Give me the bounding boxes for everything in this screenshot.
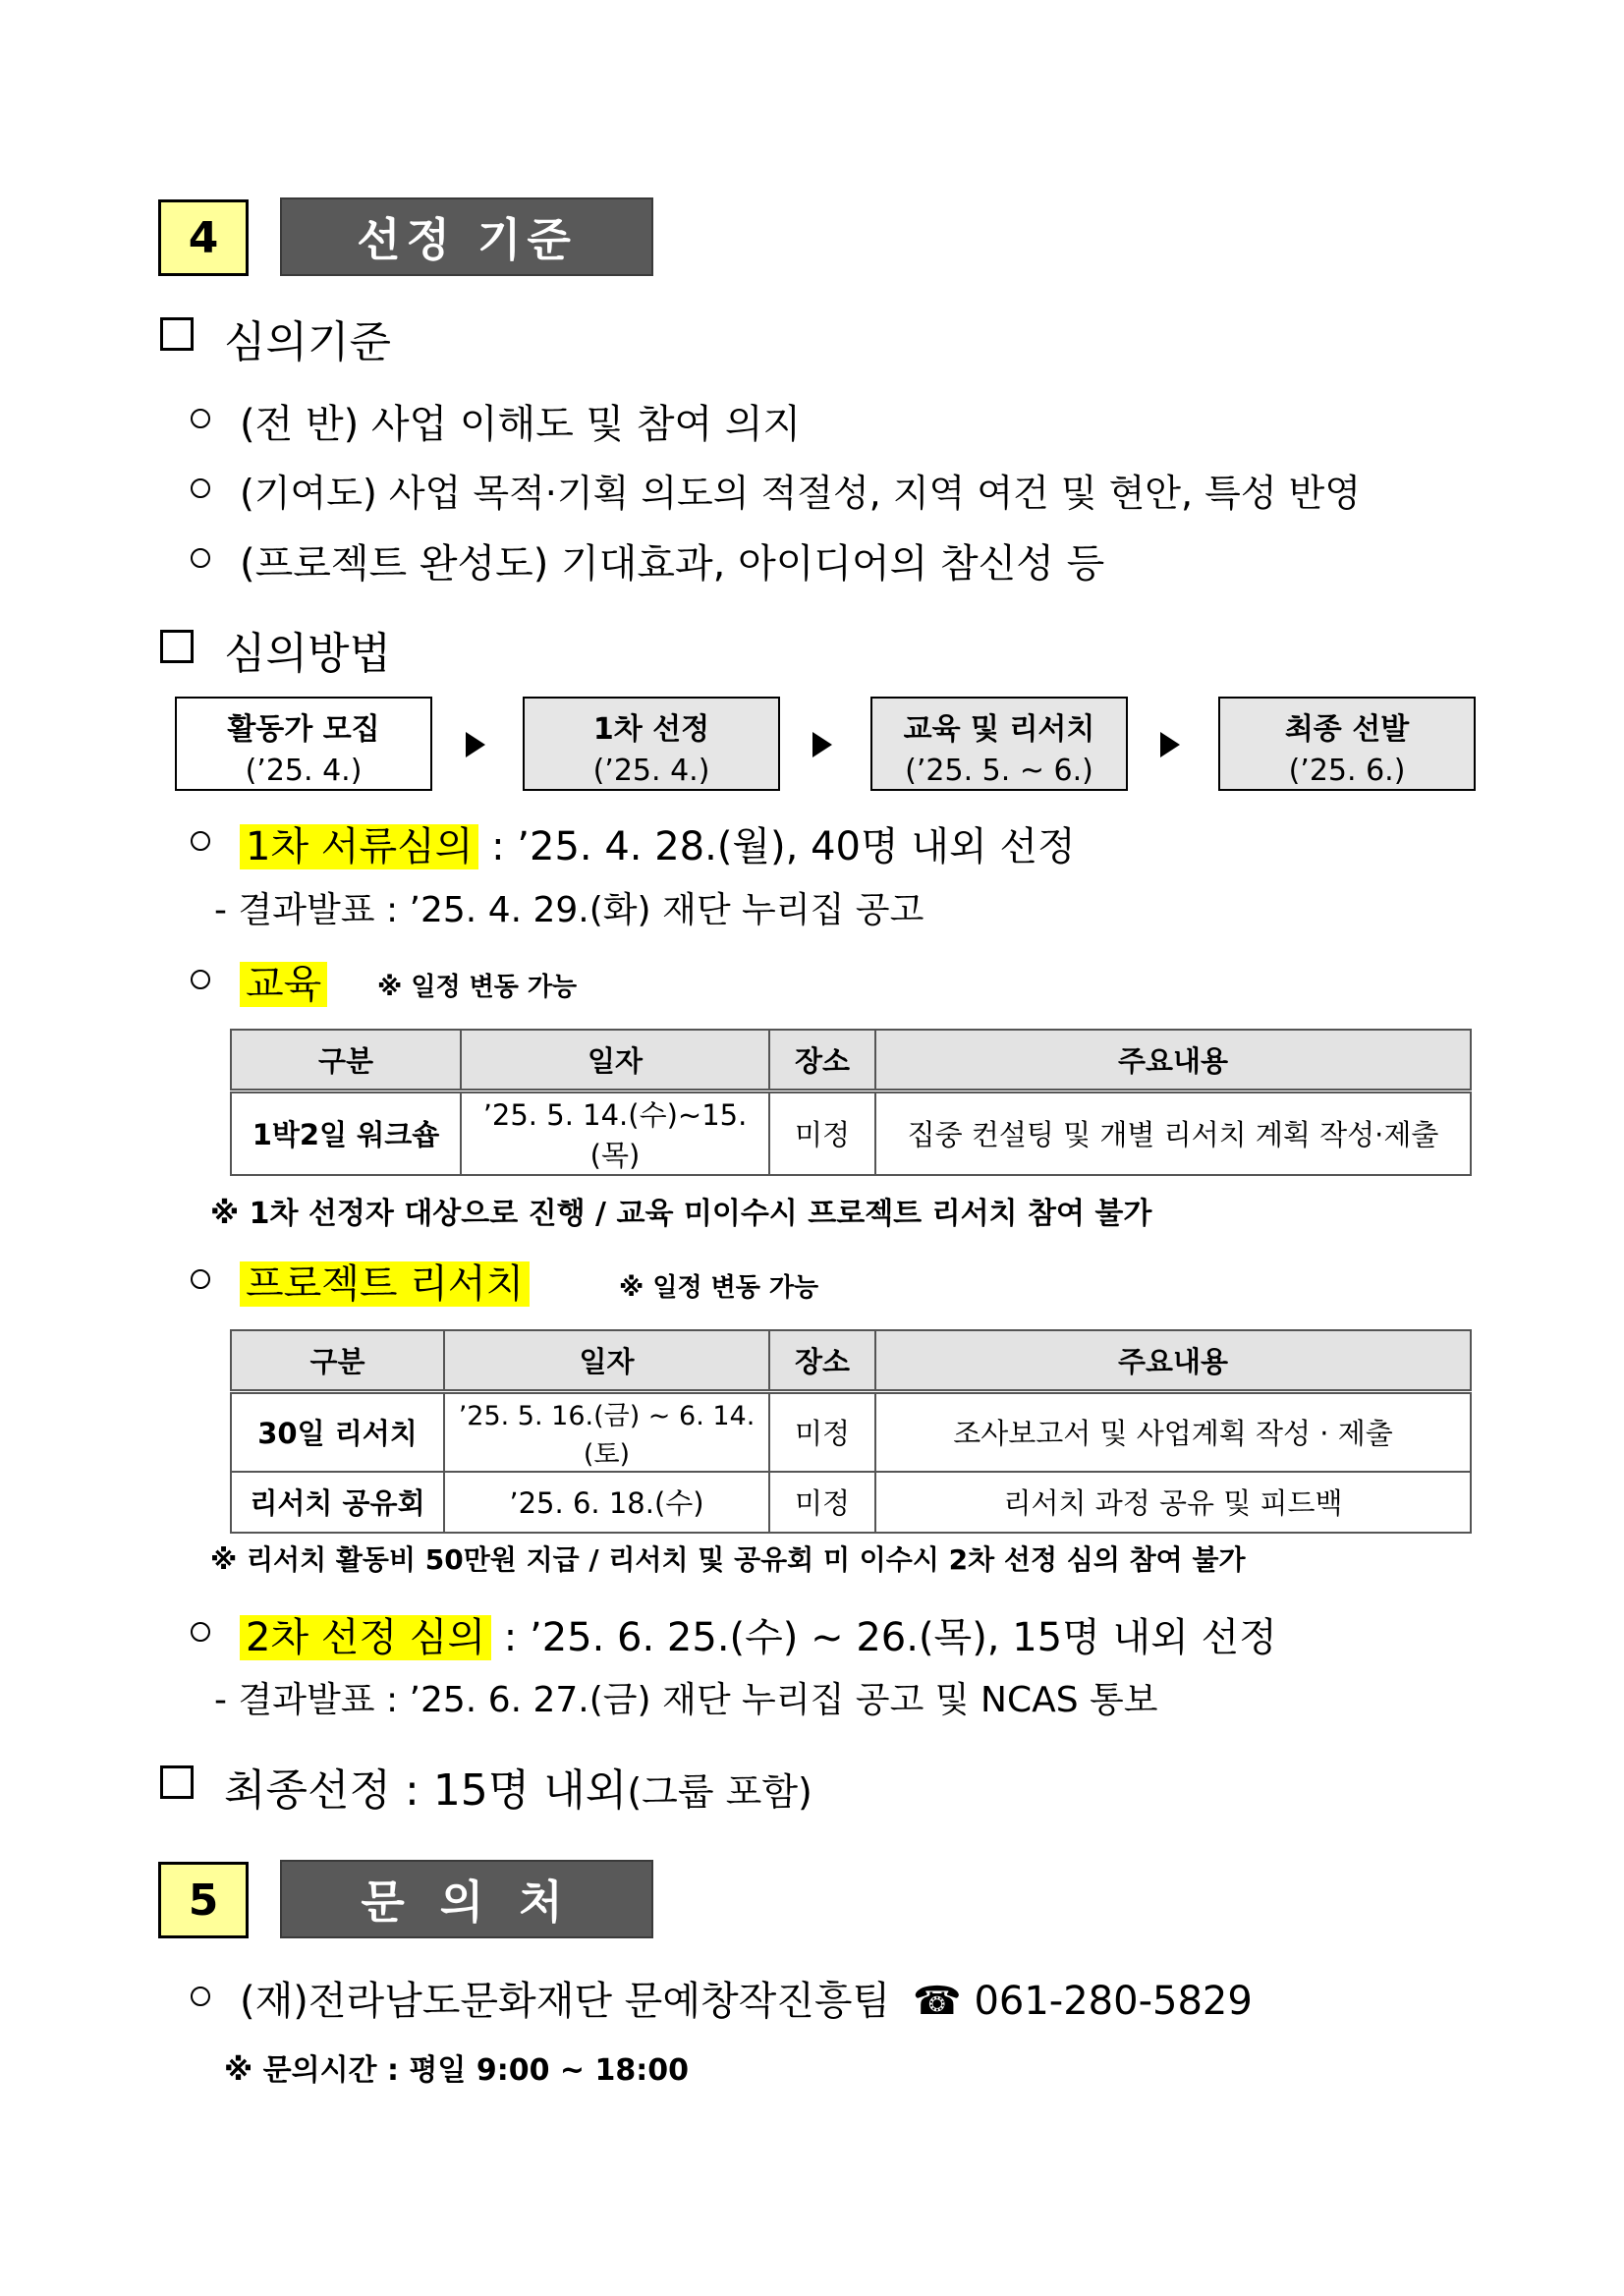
flow-step-title: 활동가 모집: [227, 712, 380, 747]
education-item: [240, 953, 327, 1009]
flow-step-title: 1차 선정: [592, 712, 710, 747]
table-header: 구분: [231, 1030, 461, 1091]
education-footnote: ※ 1차 선정자 대상으로 진행 / 교육 미이수시 프로젝트 리서치 참여 불가: [210, 1197, 1152, 1231]
table-cell: 미정: [769, 1391, 875, 1472]
schedule-note: ※ 일정 변동 가능: [377, 973, 578, 1002]
table-cell: ’25. 5. 14.(수)~15.(목): [461, 1091, 769, 1175]
criteria-item: (전 반) 사업 이해도 및 참여 의지: [240, 402, 802, 447]
table-row: [231, 1091, 1471, 1175]
table-header: 구분: [231, 1330, 444, 1391]
arrow-right-icon: [1160, 732, 1180, 757]
bullet-circle-icon: [191, 1987, 210, 2006]
second-review: [240, 1606, 1277, 1662]
table-cell: 리서치 공유회: [231, 1472, 444, 1533]
checkbox-square-icon: [160, 1765, 194, 1799]
research-label: 프로젝트 리서치: [240, 1261, 530, 1307]
research-table: [230, 1329, 1472, 1534]
table-cell: 조사보고서 및 사업계획 작성 · 제출: [875, 1391, 1471, 1472]
table-row: [231, 1472, 1471, 1533]
section-number: 4: [158, 199, 249, 276]
first-review-label: 1차 서류심의: [240, 824, 478, 869]
bullet-circle-icon: [191, 409, 210, 428]
table-cell: ’25. 5. 16.(금) ~ 6. 14.(토): [444, 1391, 769, 1472]
bullet-circle-icon: [191, 548, 210, 568]
contact-line: [240, 1970, 1253, 2026]
table-header: 장소: [769, 1030, 875, 1091]
section-title: 선정 기준: [280, 197, 653, 276]
table-cell: 30일 리서치: [231, 1391, 444, 1472]
final-selection: [224, 1755, 812, 1818]
bullet-circle-icon: [191, 1622, 210, 1642]
second-review-text: : ’25. 6. 25.(수) ~ 26.(목), 15명 내외 선정: [491, 1615, 1277, 1660]
table-header: 장소: [769, 1330, 875, 1391]
education-label: 교육: [240, 962, 327, 1007]
second-review-label: 2차 선정 심의: [240, 1615, 491, 1660]
first-review: [240, 815, 1076, 871]
table-cell: 1박2일 워크숍: [231, 1091, 461, 1175]
phone-icon: ☎: [912, 1979, 962, 2024]
method-heading: 심의방법: [224, 629, 392, 679]
research-footnote: ※ 리서치 활동비 50만원 지급 / 리서치 및 공유회 미 이수시 2차 선정 심의 참여 불가: [210, 1543, 1246, 1576]
criteria-item: (기여도) 사업 목적·기획 의도의 적절성, 지역 여건 및 현안, 특성 반영: [240, 472, 1362, 515]
flow-step-date: (’25. 5. ~ 6.): [905, 754, 1093, 788]
section-title: 문 의 처: [280, 1860, 653, 1938]
bullet-circle-icon: [191, 478, 210, 498]
table-row: [231, 1391, 1471, 1472]
flow-step: [1218, 697, 1476, 791]
contact-hours: ※ 문의시간 : 평일 9:00 ~ 18:00: [224, 2053, 689, 2088]
schedule-note: ※ 일정 변동 가능: [619, 1273, 819, 1303]
contact-phone: 061-280-5829: [974, 1979, 1253, 2024]
table-cell: ’25. 6. 18.(수): [444, 1472, 769, 1533]
bullet-circle-icon: [191, 970, 210, 989]
first-review-result: - 결과발표 : ’25. 4. 29.(화) 재단 누리집 공고: [214, 890, 924, 930]
table-header: 일자: [444, 1330, 769, 1391]
checkbox-square-icon: [160, 630, 194, 663]
education-table: [230, 1029, 1472, 1176]
arrow-right-icon: [466, 732, 485, 757]
arrow-right-icon: [812, 732, 832, 757]
flow-step-date: (’25. 6.): [1288, 754, 1406, 788]
table-header: 주요내용: [875, 1030, 1471, 1091]
flow-step-title: 교육 및 리서치: [903, 712, 1095, 747]
second-review-result: - 결과발표 : ’25. 6. 27.(금) 재단 누리집 공고 및 NCAS 통보: [214, 1680, 1158, 1720]
bullet-circle-icon: [191, 1269, 210, 1289]
flow-step: [523, 697, 780, 791]
bullet-circle-icon: [191, 831, 210, 851]
final-selection-suffix: (그룹 포함): [627, 1770, 812, 1814]
criteria-item: (프로젝트 완성도) 기대효과, 아이디어의 참신성 등: [240, 541, 1105, 587]
section-number: 5: [158, 1862, 249, 1938]
table-cell: 미정: [769, 1091, 875, 1175]
flow-step-date: (’25. 4.): [245, 754, 363, 788]
flow-step-date: (’25. 4.): [592, 754, 710, 788]
criteria-heading: 심의기준: [224, 317, 392, 367]
table-header: 주요내용: [875, 1330, 1471, 1391]
final-selection-heading: 최종선정 : 15명 내외: [224, 1765, 628, 1816]
table-header: 일자: [461, 1030, 769, 1091]
table-cell: 미정: [769, 1472, 875, 1533]
flow-step-title: 최종 선발: [1284, 712, 1410, 747]
flow-step: [870, 697, 1128, 791]
table-cell: 리서치 과정 공유 및 피드백: [875, 1472, 1471, 1533]
table-cell: 집중 컨설팅 및 개별 리서치 계획 작성·제출: [875, 1091, 1471, 1175]
checkbox-square-icon: [160, 317, 194, 351]
flow-step: [175, 697, 432, 791]
first-review-text: : ’25. 4. 28.(월), 40명 내외 선정: [478, 824, 1076, 869]
contact-org: (재)전라남도문화재단 문예창작진흥팀: [240, 1979, 891, 2024]
research-item: [240, 1253, 530, 1309]
